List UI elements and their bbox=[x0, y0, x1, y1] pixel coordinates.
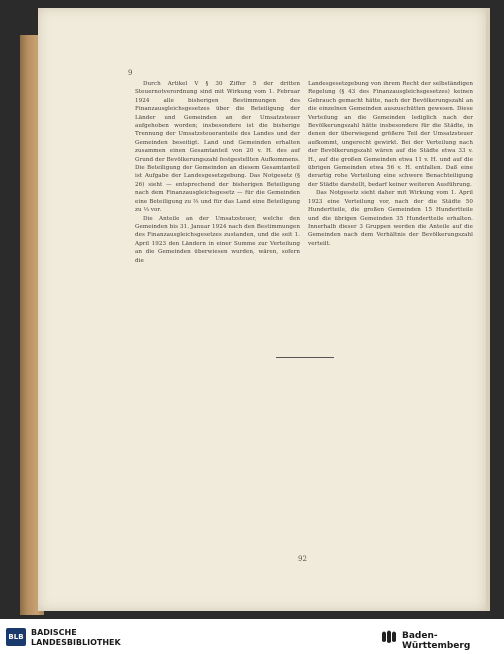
book-edge-right bbox=[486, 8, 490, 611]
state-logo-text[interactable]: Baden-Württemberg bbox=[402, 631, 471, 651]
blb-logo-icon[interactable]: BLB bbox=[6, 628, 26, 646]
footer-bar bbox=[0, 619, 504, 654]
library-name-line2: LANDESBIBLIOTHEK bbox=[31, 638, 121, 647]
text-column-left bbox=[135, 80, 300, 265]
paragraph: Das Notgesetz sieht daher mit Wirkung vom 1. April 1923 eine Verteilung vor, nach der die Städte 50 Hundertteile, die großen Gemeinden 15 Hundertteile und die übrigen Gemeinden 35 Hundertteile erhalten. Innerhalb dieser 3 Gruppen werden die Anteile auf die Gemeinden nach dem Verhältnis der Bevölkerungszahl verteilt. bbox=[308, 190, 473, 247]
page-number-bottom: 92 bbox=[298, 555, 307, 563]
page-number-top: 9 bbox=[128, 69, 133, 77]
paragraph: Durch Artikel V § 30 Ziffer 5 der dritten Steuernotverordnung sind mit Wirkung vom 1. Februar 1924 alle bisherigen Bestimmungen des Finanzausgleichsgesetzes über die Beteiligung der Länder und Gemeinden an der Umsatzsteuer aufgehoben worden; insbesondere ist die bisherige Trennung der Umsatzsteueranteile des Landes und der Gemeinden beseitigt. Land und Gemeinden erhalten zusammen einen Gesamtanteil von 20 v. H. des auf Grund der Bevölkerungszahl festgestellten Aufkommens. Die Beteiligung der Gemeinden an diesem Gesamtanteil ist Aufgabe der Landesgesetzgebung. Das Notgesetz (§ 26) sieht — entsprechend der bisherigen Beteiligung nach dem Finanzausgleichsgesetz — für die Gemeinden eine Beteiligung zu ⅔ und für das Land eine Beteiligung zu ⅓ vor. bbox=[135, 81, 300, 214]
paragraph: Landesgesetzgebung von ihrem Recht der selbständigen Regelung (§ 43 des Finanzausgleichsgesetzes) keinen Gebrauch gemacht hätte, nach der Bevölkerungszahl an die einzelnen Gemeinden auszuschütten gewesen. Diese Verteilung an die Gemeinden lediglich nach der Bevölkerungszahl hätte insbesondere für die Städte, in denen der überwiegend größere Teil der Umsatzsteuer aufkommt, ungerecht gewirkt. Bei der Verteilung nach der Bevölkerungszahl wären auf die Städte etwa 33 v. H., auf die großen Gemeinden etwa 11 v. H. und auf die übrigen Gemeinden etwa 56 v. H. entfallen. Daß eine derartig rohe Verteilung eine schwere Benachteiligung der Städte darstellt, bedarf keiner weiteren Ausführung. bbox=[308, 81, 473, 188]
section-divider bbox=[276, 357, 334, 358]
text-column-right bbox=[308, 80, 473, 248]
paragraph: Die Anteile an der Umsatzsteuer, welche den Gemeinden bis 31. Januar 1924 nach den Bestimmungen des Finanzausgleichsgesetzes zustanden, und die seit 1. April 1923 den Ländern in einer Summe zur Verteilung an die Gemeinden überwiesen wurden, wären, sofern die bbox=[135, 215, 300, 264]
library-name-line1: BADISCHE bbox=[31, 628, 77, 637]
library-name bbox=[31, 628, 121, 648]
lions-crest-icon bbox=[380, 629, 398, 645]
